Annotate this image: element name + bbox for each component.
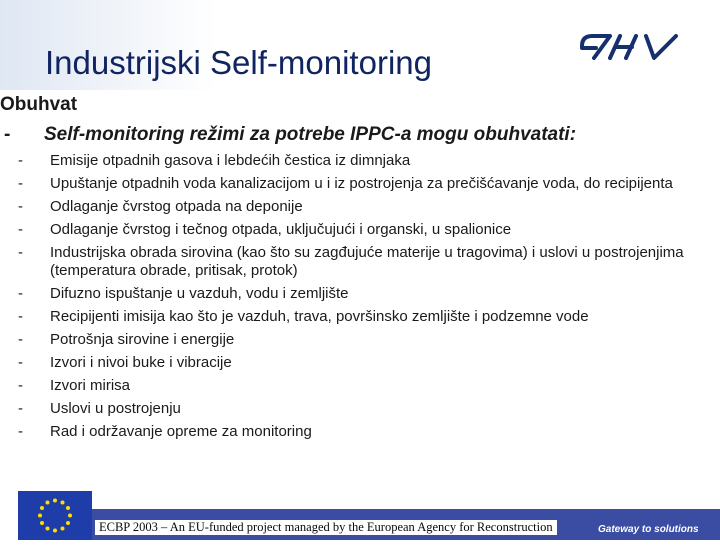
list-dash: - [18, 152, 23, 169]
list-item-text: Upuštanje otpadnih voda kanalizacijom u i iz postrojenja za prečišćavanje voda, do recipijenta [50, 175, 673, 192]
list-dash: - [18, 221, 23, 238]
list-item [0, 354, 720, 372]
main-point-dash: - [4, 124, 11, 145]
list-item-text: Potrošnja sirovine i energije [50, 331, 235, 348]
eu-star [66, 521, 70, 525]
bullet-list [0, 152, 720, 446]
list-dash: - [18, 198, 23, 215]
list-item-text: Odlaganje čvrstog i tečnog otpada, uključujući i organski, u spalionice [50, 221, 512, 238]
list-item-text: Odlaganje čvrstog otpada na deponije [50, 198, 303, 215]
list-item-text: Izvori i nivoi buke i vibracije [50, 354, 232, 371]
eu-star [53, 529, 57, 533]
list-item [0, 331, 720, 349]
list-item [0, 400, 720, 418]
slide-header [0, 0, 720, 90]
eu-star [46, 501, 50, 505]
list-item [0, 198, 720, 216]
eu-star [53, 499, 57, 503]
eu-star [38, 514, 42, 518]
eu-star [66, 506, 70, 510]
chv-logo [580, 30, 690, 64]
list-dash: - [18, 423, 23, 440]
slide-footer [0, 491, 720, 540]
list-dash: - [18, 331, 23, 348]
list-item-text: Industrijska obrada sirovina (kao što su zagđujuće materije u tragovima) i uslovi u postrojenjima (temperatura obrade, pritisak, protok) [50, 244, 684, 279]
list-item [0, 423, 720, 441]
list-dash: - [18, 354, 23, 371]
list-item-text: Emisije otpadnih gasova i lebdećih čestica iz dimnjaka [50, 152, 411, 169]
list-dash: - [18, 377, 23, 394]
list-dash: - [18, 285, 23, 302]
eu-star [46, 526, 50, 530]
list-item-text: Izvori mirisa [50, 377, 131, 394]
list-item [0, 221, 720, 239]
eu-star [61, 526, 65, 530]
list-dash: - [18, 308, 23, 325]
eu-star [40, 506, 44, 510]
eu-star [61, 501, 65, 505]
eu-star [40, 521, 44, 525]
list-item-text: Recipijenti imisija kao što je vazduh, trava, površinsko zemljište i podzemne vode [50, 308, 589, 325]
footer-text: ECBP 2003 – An EU-funded project managed by the European Agency for Reconstruction [95, 520, 557, 535]
list-item [0, 175, 720, 193]
eu-star [68, 514, 72, 518]
list-dash: - [18, 244, 23, 261]
eu-flag [18, 491, 92, 540]
list-item [0, 152, 720, 170]
section-title: Obuhvat [0, 94, 78, 115]
list-item-text: Rad i održavanje opreme za monitoring [50, 423, 312, 440]
list-dash: - [18, 400, 23, 417]
main-point-text: Self-monitoring režimi za potrebe IPPC-a mogu obuhvatati: [44, 124, 577, 145]
list-item [0, 377, 720, 395]
eu-stars-icon [18, 491, 92, 540]
list-item [0, 308, 720, 326]
list-item [0, 244, 720, 280]
main-point [4, 124, 576, 146]
tagline: Gateway to solutions [598, 524, 699, 535]
list-item-text: Uslovi u postrojenju [50, 400, 181, 417]
page-title: Industrijski Self-monitoring [45, 44, 432, 81]
list-item-text: Difuzno ispuštanje u vazduh, vodu i zemljište [50, 285, 349, 302]
list-item [0, 285, 720, 303]
list-dash: - [18, 175, 23, 192]
